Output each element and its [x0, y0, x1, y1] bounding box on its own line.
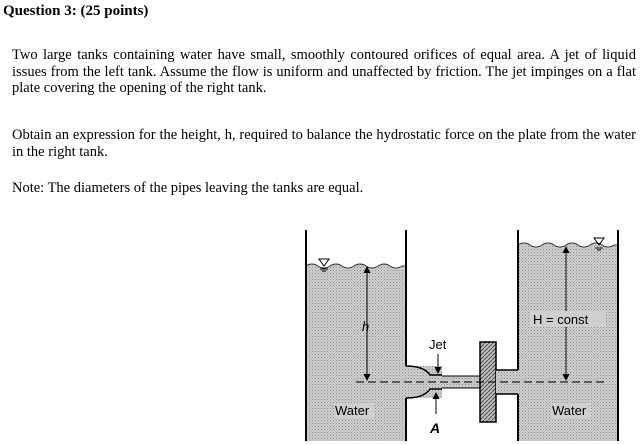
note-statement: Note: The diameters of the pipes leaving the tanks are equal. [12, 180, 364, 196]
section-a-label: A [430, 420, 441, 436]
left-surface-symbol [319, 259, 329, 271]
problem-statement: Two large tanks containing water have small, smoothly contoured orifices of equal area. A jet of liquid issues from the left tank. Assume the flow is uniform and unaffected by friction. The jet impinges on a flat plate covering the opening of the right tank. [12, 47, 636, 96]
h-label: h [362, 319, 370, 334]
left-water-label: Water [335, 403, 370, 418]
H-const-label: H = const [533, 312, 589, 327]
task-statement: Obtain an expression for the height, h, required to balance the hydrostatic force on the plate from the water in the right tank. [12, 127, 636, 160]
right-water-label: Water [552, 403, 587, 418]
question-heading: Question 3: (25 points) [3, 3, 149, 19]
jet-label: Jet [429, 337, 447, 352]
